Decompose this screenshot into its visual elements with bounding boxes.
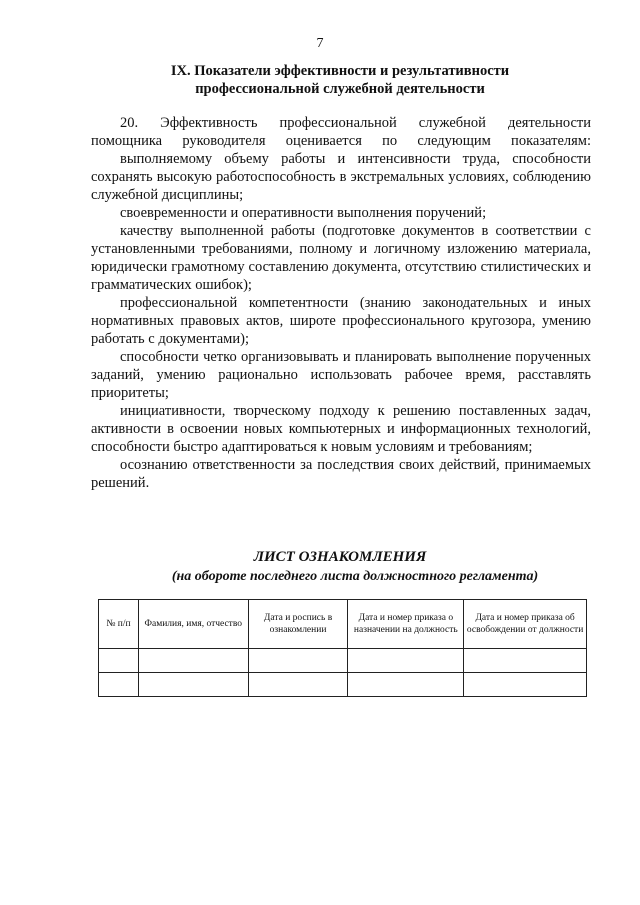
table-cell [248,649,348,673]
paragraph-initiative: инициативности, творческому подходу к решению поставленных задач, активности в освоении новых компьютерных и информационных технологий, способности быстро адаптироваться к новым условиям и требованиям; [91,403,591,455]
paragraph-workload: выполняемому объему работы и интенсивности труда, способности сохранять высокую работоспособность в экстремальных условиях, соблюдению служебной дисциплины; [91,151,591,203]
column-header-signature-date: Дата и роспись в ознакомлении [248,600,348,649]
table-row [99,673,587,697]
body-text [91,114,591,492]
column-header-number: № п/п [99,600,139,649]
column-header-appointment-order: Дата и номер приказа о назначении на должность [348,600,464,649]
table-cell [348,649,464,673]
table-header-row [99,600,587,649]
paragraph-item-20: 20. Эффективность профессиональной служебной деятельности помощника руководителя оценивается по следующим показателям: [91,115,591,149]
table-cell [464,649,587,673]
table-cell [99,649,139,673]
table-cell [138,673,248,697]
section-title [90,62,590,98]
table-cell [348,673,464,697]
table-cell [99,673,139,697]
acknowledgement-title: ЛИСТ ОЗНАКОМЛЕНИЯ [253,549,427,565]
paragraph-timeliness: своевременности и оперативности выполнения поручений; [120,205,487,221]
page-number: 7 [316,36,324,51]
table-row [99,649,587,673]
column-header-full-name: Фамилия, имя, отчество [138,600,248,649]
paragraph-organization: способности четко организовывать и планировать выполнение порученных заданий, умению рационально использовать рабочее время, расставлять приоритеты; [91,349,591,401]
paragraph-quality: качеству выполненной работы (подготовке документов в соответствии с установленными требованиями, полному и логичному изложению материала, юридически грамотному составлению документа, отсутствию стилистических и грамматических ошибок); [91,223,591,293]
acknowledgement-subtitle: (на обороте последнего листа должностного регламента) [171,569,539,584]
paragraph-responsibility: осознанию ответственности за последствия своих действий, принимаемых решений. [91,457,591,491]
table-cell [138,649,248,673]
section-title-line-1: IX. Показатели эффективности и результативности [170,63,510,79]
table-cell [248,673,348,697]
column-header-dismissal-order: Дата и номер приказа об освобождении от должности [464,600,587,649]
table-cell [464,673,587,697]
section-title-line-2: профессиональной служебной деятельности [195,81,485,97]
acknowledgement-table [98,599,587,697]
paragraph-competence: профессиональной компетентности (знанию законодательных и иных нормативных правовых актов, широте профессионального кругозора, умению работать с документами); [91,295,591,347]
